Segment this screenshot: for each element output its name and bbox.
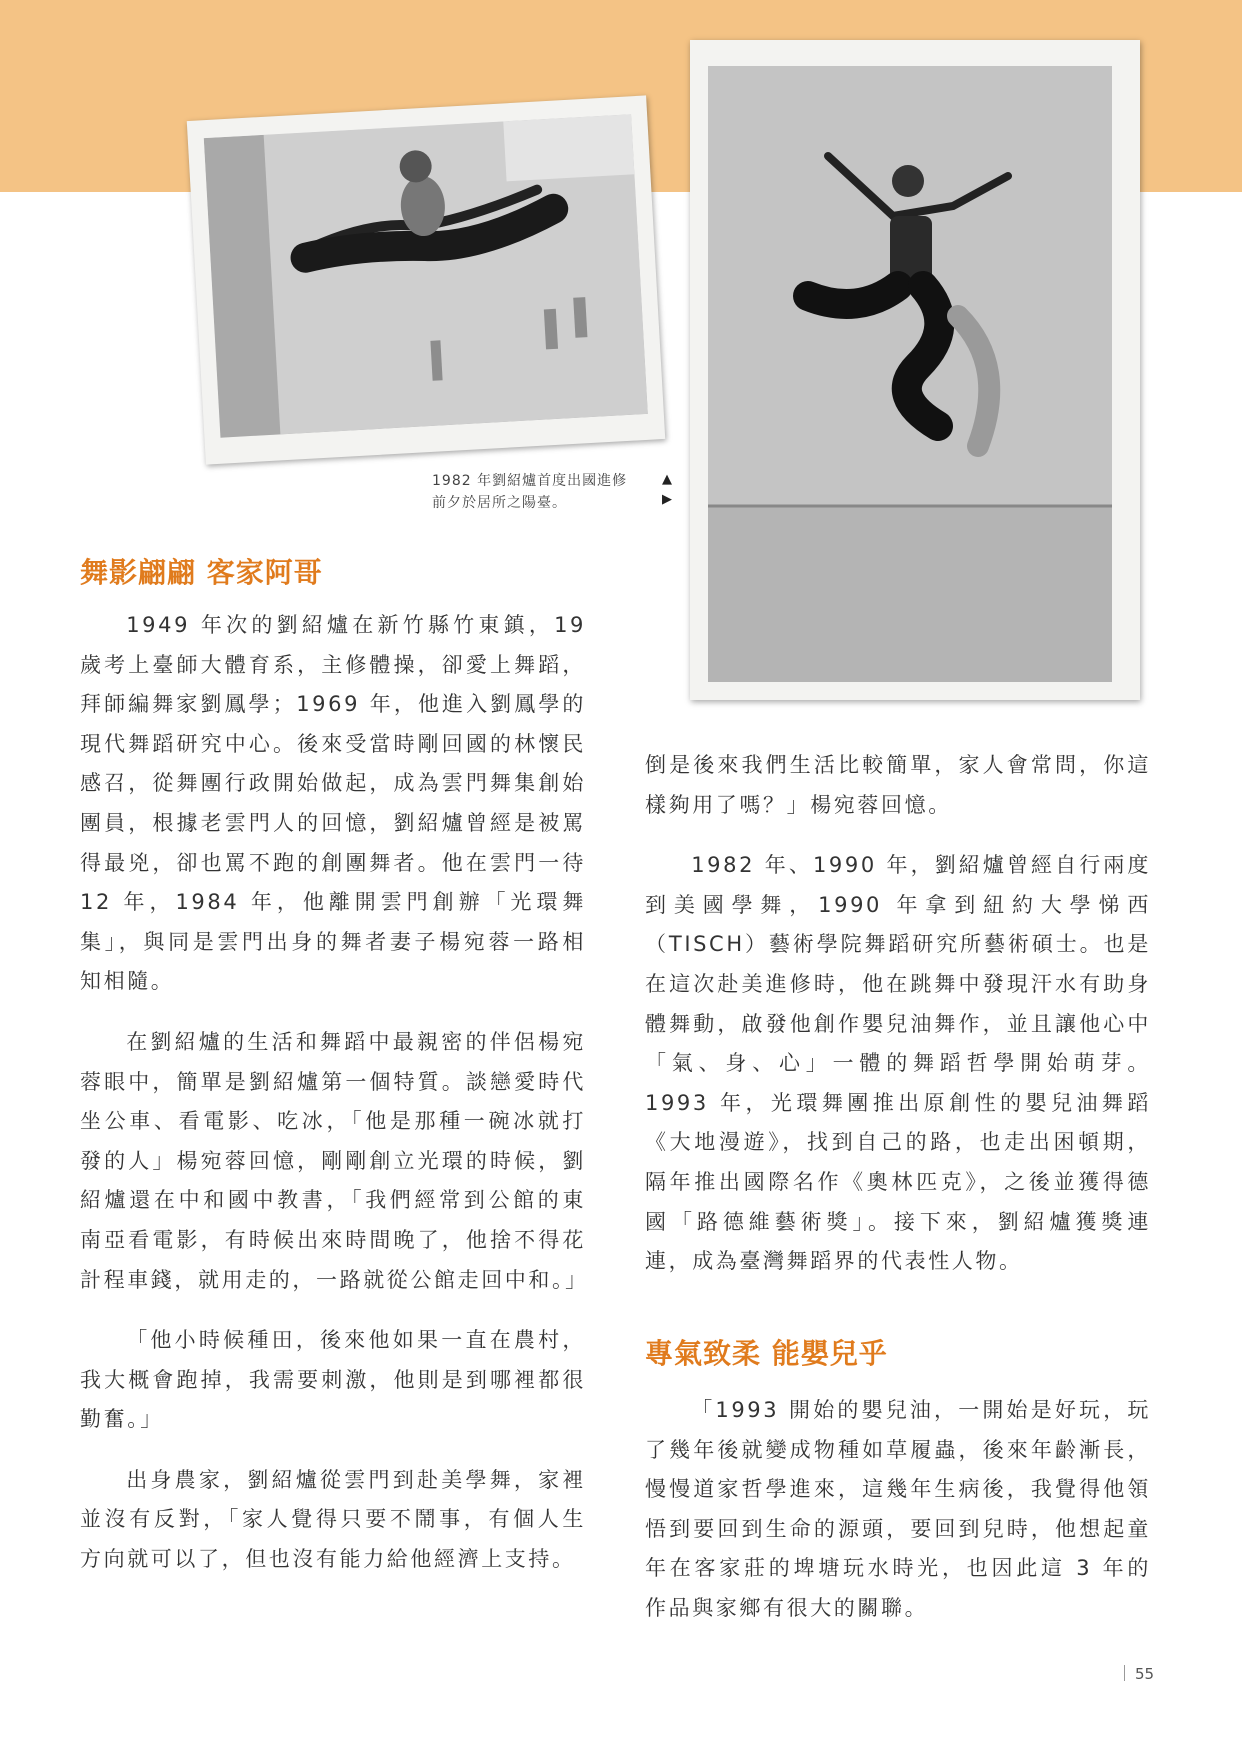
- page-number-value: 55: [1135, 1665, 1155, 1683]
- dancer-figure-split: [204, 114, 648, 437]
- arrow-right-icon: ▶: [662, 492, 672, 507]
- left-column-body: [80, 606, 589, 1601]
- page-number: [1124, 1665, 1154, 1683]
- right-column-body: [645, 746, 1151, 1303]
- paragraph: 1949 年次的劉紹爐在新竹縣竹東鎮，19 歲考上臺師大體育系，主修體操，卻愛上舞蹈，拜師編舞家劉鳳學；1969 年，他進入劉鳳學的現代舞蹈研究中心。後來受當時剛回國的林懷民感召，從舞團行政開始做起，成為雲門舞集創始團員，根據老雲門人的回憶，劉紹爐曾經是被罵得最兇，卻也罵不跑的創團舞者。他在雲門一待 12 年，1984 年，他離開雲門創辦「光環舞集」，與同是雲門出身的舞者妻子楊宛蓉一路相知相隨。: [80, 613, 586, 994]
- paragraph: 「1993 開始的嬰兒油，一開始是好玩，玩了幾年後就變成物種如草履蟲，後來年齡漸長，慢慢道家哲學進來，這幾年生病後，我覺得他領悟到要回到生命的源頭，要回到兒時，他想起童年在客家莊的埤塘玩水時光，也因此這 3 年的作品與家鄉有很大的關聯。: [645, 1398, 1151, 1620]
- section-heading-dance-shadows: 舞影翩翩 客家阿哥: [80, 556, 323, 589]
- paragraph: 出身農家，劉紹爐從雲門到赴美學舞，家裡並沒有反對，「家人覺得只要不鬧事，有個人生方向就可以了，但也沒有能力給他經濟上支持。: [80, 1467, 586, 1572]
- caption-line-2: 前夕於居所之陽臺。: [432, 495, 567, 511]
- photo-dancer-wall-jump: [690, 40, 1140, 700]
- paragraph: 「他小時候種田，後來他如果一直在農村，我大概會跑掉，我需要刺激，他則是到哪裡都很勤奮。」: [80, 1328, 586, 1432]
- right-column-body-2: [645, 1391, 1151, 1650]
- arrow-up-icon: ▲: [662, 472, 672, 487]
- paragraph: 1982 年、1990 年，劉紹爐曾經自行兩度到美國學舞，1990 年拿到紐約大學悌西（TISCH）藝術學院舞蹈研究所藝術碩士。也是在這次赴美進修時，他在跳舞中發現汗水有助身體舞動，啟發他創作嬰兒油舞作，並且讓他心中「氣、身、心」一體的舞蹈哲學開始萌芽。1993 年，光環舞團推出原創性的嬰兒油舞蹈《大地漫遊》，找到自己的路，也走出困頓期，隔年推出國際名作《奧林匹克》，之後並獲得德國「路德維藝術獎」。接下來，劉紹爐獲獎連連，成為臺灣舞蹈界的代表性人物。: [645, 853, 1151, 1274]
- paragraph: 在劉紹爐的生活和舞蹈中最親密的伴侶楊宛蓉眼中，簡單是劉紹爐第一個特質。談戀愛時代坐公車、看電影、吃冰，「他是那種一碗冰就打發的人」楊宛蓉回憶，剛剛創立光環的時候，劉紹爐還在中和國中教書，「我們經常到公館的東南亞看電影，有時候出來時間晚了，他捨不得花計程車錢，就用走的，一路就從公館走回中和。」: [80, 1029, 589, 1292]
- photo-image-wall-jump: [708, 66, 1112, 682]
- section-heading-qi-softness: 專氣致柔 能嬰兒乎: [645, 1337, 888, 1370]
- caption-line-1: 1982 年劉紹爐首度出國進修: [432, 473, 628, 489]
- photo-caption: [432, 470, 672, 514]
- dancer-figure-wall: [708, 66, 1112, 682]
- caption-arrows: [662, 470, 678, 510]
- photo-dancer-split-jump: [187, 95, 665, 464]
- photo-image-split-jump: [204, 114, 648, 437]
- paragraph-continuation: 倒是後來我們生活比較簡單，家人會常問，你這樣夠用了嗎？」楊宛蓉回憶。: [645, 753, 1151, 817]
- page-number-divider: [1124, 1665, 1125, 1681]
